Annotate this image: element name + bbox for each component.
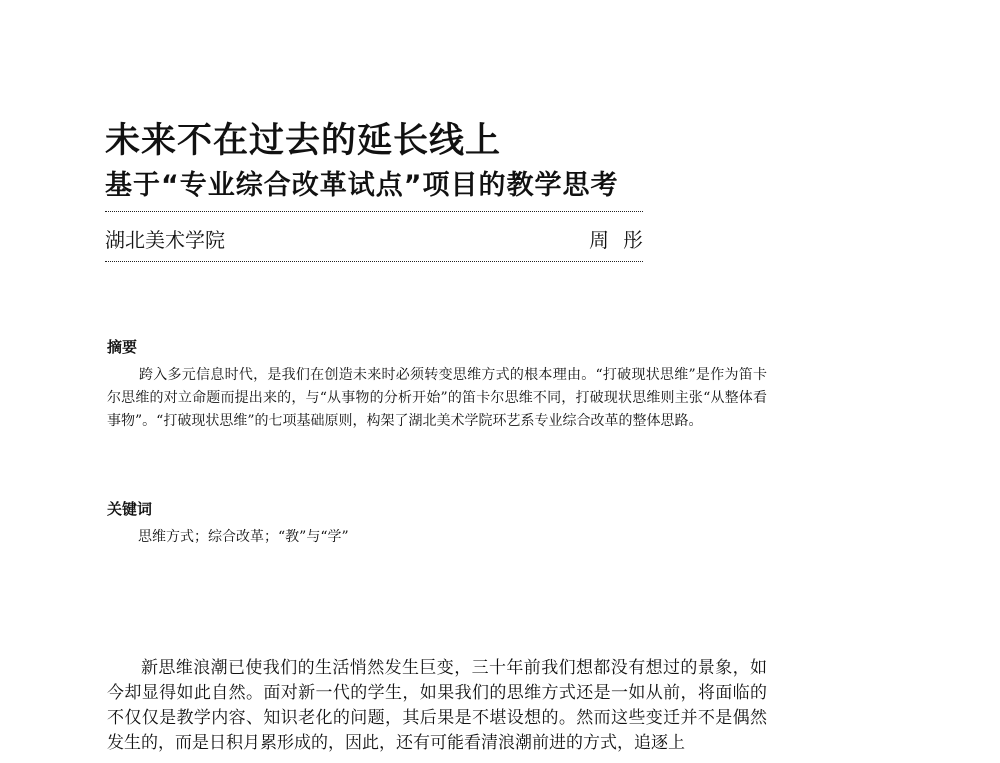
- header-divider-top: [105, 211, 643, 212]
- article-subtitle: 基于“专业综合改革试点”项目的教学思考: [105, 170, 619, 201]
- article-title: 未来不在过去的延长线上: [105, 121, 502, 161]
- body-paragraph: 新思维浪潮已使我们的生活悄然发生巨变，三十年前我们想都没有想过的景象，如今却显得如此自然。面对新一代的学生，如果我们的思维方式还是一如从前，将面临的不仅仅是教学内容、知识老化的问题，其后果是不堪设想的。然而这些变迁并不是偶然发生的，而是日积月累形成的，因此，还有可能看清浪潮前进的方式，追逐上: [107, 658, 767, 753]
- keywords-heading: 关键词: [107, 500, 153, 518]
- abstract-body: 跨入多元信息时代，是我们在创造未来时必须转变思维方式的根本理由。“打破现状思维”是作为笛卡尔思维的对立命题而提出来的，与“从事物的分析开始”的笛卡尔思维不同，打破现状思维则主张“从整体看事物”。“打破现状思维”的七项基础原则，构架了湖北美术学院环艺系专业综合改革的整体思路。: [107, 367, 767, 429]
- abstract-heading: 摘要: [107, 338, 138, 356]
- affiliation-row: [105, 224, 657, 253]
- author-name: 周彤: [589, 228, 657, 252]
- header-divider-bottom: [105, 261, 643, 262]
- affiliation: 湖北美术学院: [105, 228, 225, 252]
- keywords-body: 思维方式；综合改革；“教”与“学”: [138, 529, 349, 545]
